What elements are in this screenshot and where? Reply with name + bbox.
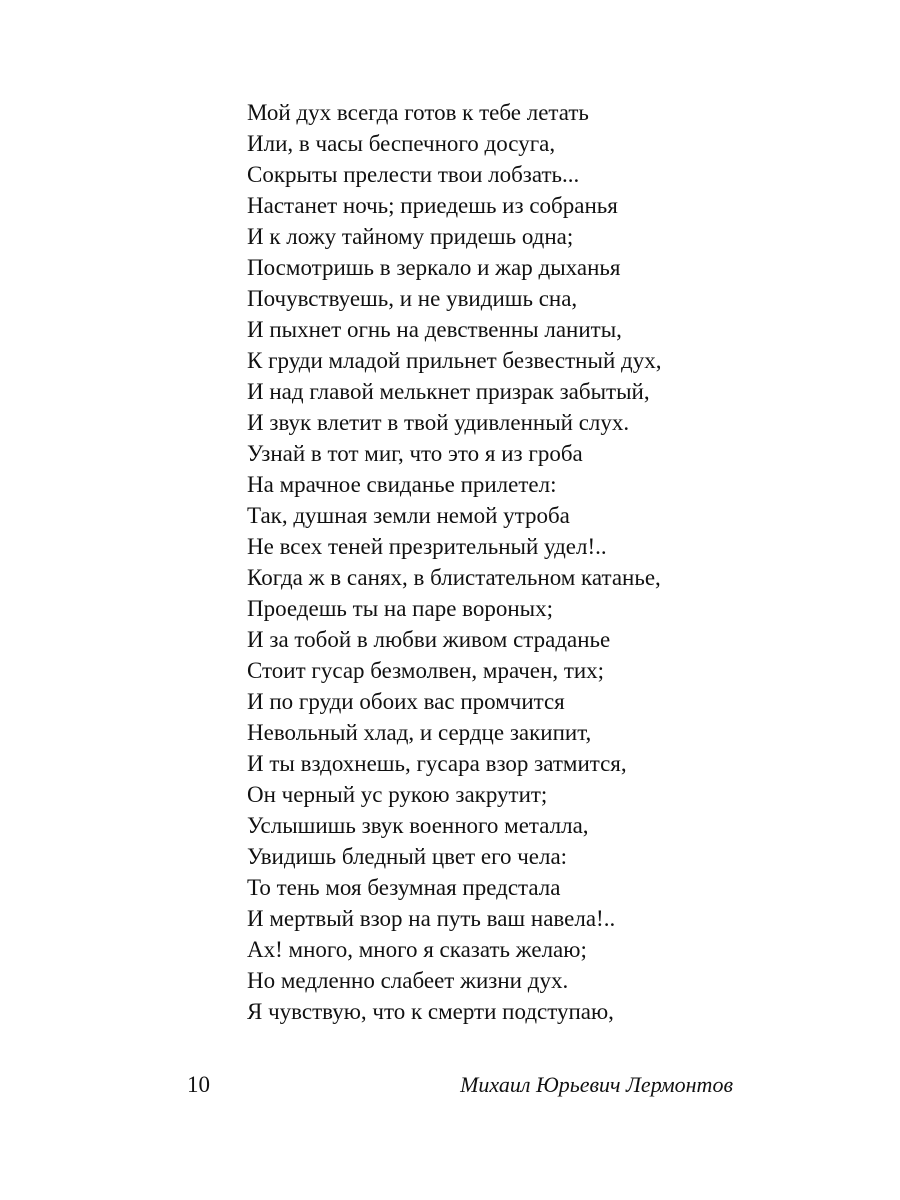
running-footer-author: Михаил Юрьевич Лермонтов (460, 1072, 733, 1097)
poem-line: Когда ж в санях, в блистательном катанье, (247, 565, 661, 590)
poem-line: И за тобой в любви живом страданье (247, 627, 611, 652)
poem-line: Услышишь звук военного металла, (247, 813, 589, 838)
poem-line: И по груди обоих вас промчится (247, 689, 565, 714)
poem-line: И к ложу тайному придешь одна; (247, 224, 574, 249)
poem-line: И над главой мелькнет призрак забытый, (247, 379, 650, 404)
poem-line: Но медленно слабеет жизни дух. (247, 968, 569, 993)
poem-text (247, 97, 661, 1027)
poem-line: И ты вздохнешь, гусара взор затмится, (247, 751, 627, 776)
page-number: 10 (187, 1072, 210, 1097)
poem-line: Он черный ус рукою закрутит; (247, 782, 548, 807)
poem-line: Проедешь ты на паре вороных; (247, 596, 554, 621)
poem-line: Мой дух всегда готов к тебе летать (247, 100, 589, 125)
poem-line: Не всех теней презрительный удел!.. (247, 534, 607, 559)
poem-line: Узнай в тот миг, что это я из гроба (247, 441, 583, 466)
poem-line: К груди младой прильнет безвестный дух, (247, 348, 662, 373)
poem-line: Стоит гусар безмолвен, мрачен, тих; (247, 658, 605, 683)
poem-line: Ах! много, много я сказать желаю; (247, 937, 587, 962)
poem-line: И мертвый взор на путь ваш навела!.. (247, 906, 616, 931)
poem-line: То тень моя безумная предстала (247, 875, 561, 900)
poem-line: Увидишь бледный цвет его чела: (247, 844, 568, 869)
poem-line: Так, душная земли немой утроба (247, 503, 570, 528)
poem-line: На мрачное свиданье прилетел: (247, 472, 557, 497)
poem-line: Я чувствую, что к смерти подступаю, (247, 999, 614, 1024)
poem-line: Или, в часы беспечного досуга, (247, 131, 556, 156)
poem-line: Невольный хлад, и сердце закипит, (247, 720, 592, 745)
poem-line: Посмотришь в зеркало и жар дыханья (247, 255, 621, 280)
poem-line: И звук влетит в твой удивленный слух. (247, 410, 630, 435)
poem-line: Сокрыты прелести твои лобзать... (247, 162, 580, 187)
poem-line: Почувствуешь, и не увидишь сна, (247, 286, 578, 311)
poem-line: И пыхнет огнь на девственны ланиты, (247, 317, 622, 342)
poem-line: Настанет ночь; приедешь из собранья (247, 193, 618, 218)
